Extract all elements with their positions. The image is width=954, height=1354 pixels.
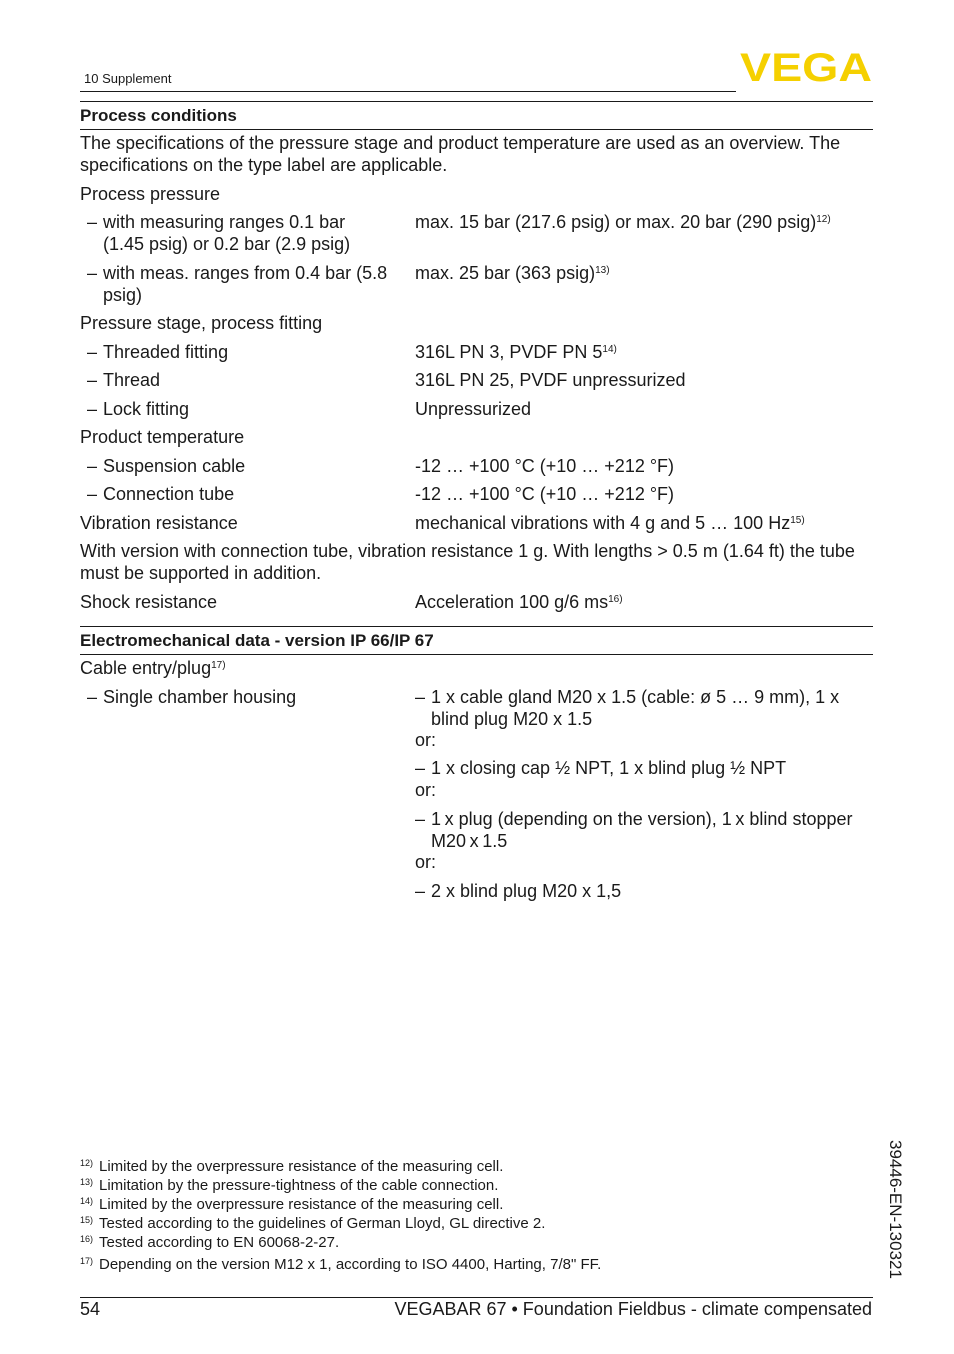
section-rule-bottom <box>80 654 873 655</box>
footnote-ref: 12) <box>816 214 831 225</box>
pressure-range-high-value: max. 25 bar (363 psig)$^{13)}$ <box>415 263 610 283</box>
thread-label: Thread <box>103 370 161 390</box>
section-title-process: Process conditions <box>80 106 237 125</box>
footnote-ref: 13) <box>595 265 610 276</box>
cable-option-1: 1 x cable gland M20 x 1.5 (cable: ø 5 … 9 mm), 1 x blind plug M20 x 1.5 <box>431 687 840 729</box>
cable-option-2: 1 x closing cap ½ NPT, 1 x blind plug ½ NPT <box>431 758 787 778</box>
footnote: $^{16)}$ Tested according to EN 60068-2-27. <box>80 1234 340 1251</box>
pressure-range-high-label: with meas. ranges from 0.4 bar (5.8 psig) <box>103 263 388 305</box>
or-label: or: <box>415 730 437 750</box>
shock-resistance-label: Shock resistance <box>80 592 218 612</box>
list-dash: – <box>415 687 426 707</box>
list-dash: – <box>87 212 98 232</box>
threaded-fitting-label: Threaded fitting <box>103 342 229 362</box>
pressure-stage-label: Pressure stage, process fitting <box>80 313 323 333</box>
footer-rule <box>80 1297 873 1298</box>
suspension-cable-value: -12 … +100 °C (+10 … +212 °F) <box>415 456 675 476</box>
header-rule <box>80 91 736 92</box>
cable-option-4: 2 x blind plug M20 x 1,5 <box>431 881 622 901</box>
list-dash: – <box>87 484 98 504</box>
product-temperature-label: Product temperature <box>80 427 245 447</box>
footnote: $^{14)}$ Limited by the overpressure resistance of the measuring cell. <box>80 1196 504 1213</box>
lock-fitting-label: Lock fitting <box>103 399 190 419</box>
page-number: 54 <box>80 1299 101 1319</box>
logo-text: VEGA <box>740 50 872 84</box>
footnote-ref: 16) <box>608 594 623 605</box>
vega-logo <box>740 50 872 84</box>
list-dash: – <box>87 456 98 476</box>
section-heading: 10 Supplement <box>84 71 172 86</box>
list-dash: – <box>87 399 98 419</box>
list-dash: – <box>415 881 426 901</box>
list-dash: – <box>415 758 426 778</box>
cable-option-3: 1 x plug (depending on the version), 1 x blind stopper M20 x 1.5 <box>431 809 853 851</box>
pressure-range-low-label: with measuring ranges 0.1 bar (1.45 psig) or 0.2 bar (2.9 psig) <box>103 212 351 254</box>
thread-value: 316L PN 25, PVDF unpressurized <box>415 370 686 390</box>
footnote-ref: 14) <box>602 344 617 355</box>
lock-fitting-value: Unpressurized <box>415 399 532 419</box>
cable-entry-label: Cable entry/plug$^{17)}$ <box>80 658 226 678</box>
or-label: or: <box>415 852 437 872</box>
or-label: or: <box>415 780 437 800</box>
footnote: $^{12)}$ Limited by the overpressure resistance of the measuring cell. <box>80 1158 504 1175</box>
list-dash: – <box>87 370 98 390</box>
list-dash: – <box>87 263 98 283</box>
footnote: $^{17)}$ Depending on the version M12 x 1, according to ISO 4400, Harting, 7/8" FF. <box>80 1256 602 1273</box>
section-rule-bottom <box>80 129 873 130</box>
connection-tube-label: Connection tube <box>103 484 235 504</box>
shock-resistance-value: Acceleration 100 g/6 $ms^{16)}$ <box>415 592 623 612</box>
footnote: $^{13)}$ Limitation by the pressure-tightness of the cable connection. <box>80 1177 499 1194</box>
list-dash: – <box>87 342 98 362</box>
intro-text: The specifications of the pressure stage and product temperature are used as an overview. The specifications on the type label are applicable. <box>80 133 841 175</box>
section-title-electromechanical: Electromechanical data - version IP 66/IP 67 <box>80 631 434 650</box>
footnote-ref: 17) <box>211 660 226 671</box>
footnote-ref: 15) <box>790 515 805 526</box>
vibration-resistance-value: mechanical vibrations with 4 g and 5 … 100 Hz$^{15)}$ <box>415 513 805 533</box>
section-rule-top <box>80 626 873 627</box>
section-rule-top <box>80 101 873 102</box>
vibration-note: With version with connection tube, vibration resistance 1 g. With lengths > 0.5 m (1.64 ft) the tube must be supported in addition. <box>80 541 855 583</box>
threaded-fitting-value: 316L PN 3, PVDF PN 5$^{14)}$ <box>415 342 617 362</box>
document-code: 39446-EN-130321 <box>886 1140 905 1279</box>
suspension-cable-label: Suspension cable <box>103 456 246 476</box>
process-pressure-label: Process pressure <box>80 184 221 204</box>
document-title: VEGABAR 67 • Foundation Fieldbus - climate compensated <box>394 1299 872 1319</box>
connection-tube-value: -12 … +100 °C (+10 … +212 °F) <box>415 484 675 504</box>
pressure-range-low-value: max. 15 bar (217.6 psig) or max. 20 bar (290 psig)$^{12)}$ <box>415 212 831 232</box>
list-dash: – <box>87 687 98 707</box>
vibration-resistance-label: Vibration resistance <box>80 513 238 533</box>
single-chamber-housing-label: Single chamber housing <box>103 687 297 707</box>
list-dash: – <box>415 809 426 829</box>
footnote: $^{15)}$ Tested according to the guidelines of German Lloyd, GL directive 2. <box>80 1215 546 1232</box>
